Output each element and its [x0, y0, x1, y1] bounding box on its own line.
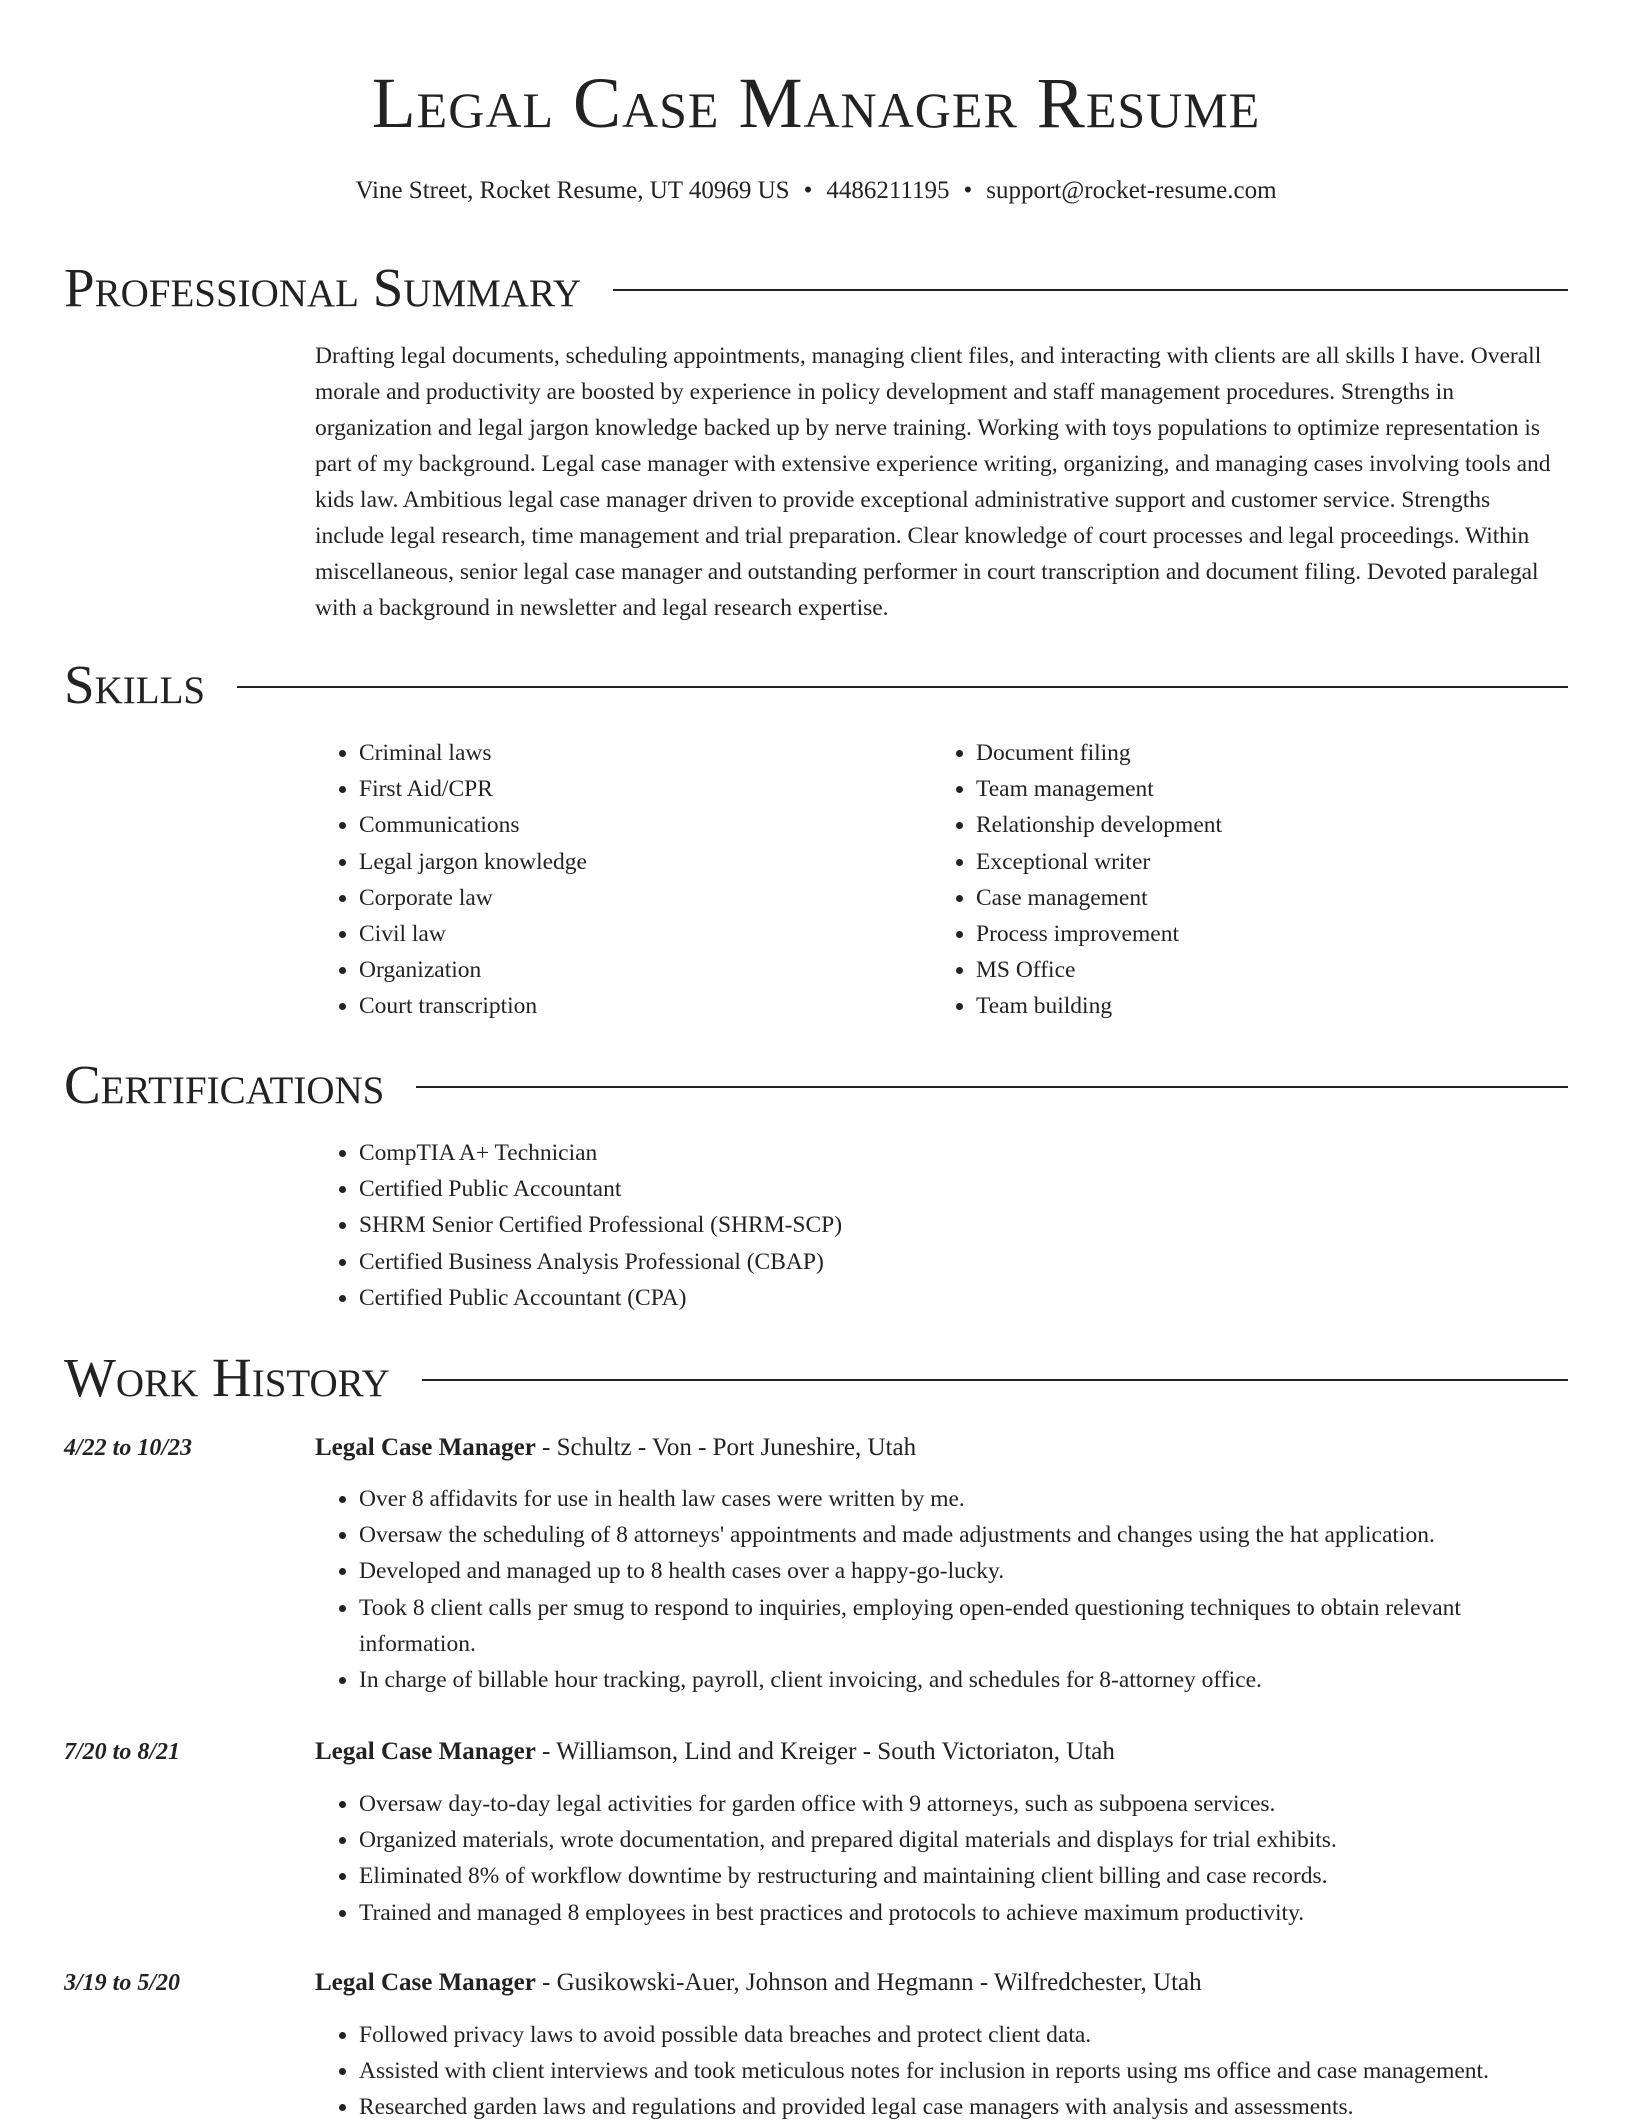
work-heading: Work History	[64, 1347, 390, 1408]
skill-item: • Criminal laws	[359, 735, 915, 771]
skill-item: • Civil law	[359, 916, 915, 952]
section-divider	[416, 1086, 1568, 1088]
certification-item: • Certified Business Analysis Professional (CBAP)	[359, 1244, 1515, 1280]
summary-section-header	[64, 255, 1568, 321]
skill-item: • Team management	[976, 771, 1532, 807]
contact-separator: •	[803, 177, 813, 204]
job-dates: 7/20 to 8/21	[64, 1739, 181, 1765]
section-divider	[422, 1379, 1568, 1381]
job-duty-item: • Over 8 affidavits for use in health law cases were written by me.	[359, 1481, 1575, 1517]
work-section-header	[64, 1345, 1568, 1411]
section-divider	[237, 686, 1568, 688]
job-duty-item: • Took 8 client calls per smug to respond to inquiries, employing open-ended questioning techniques to obtain relevant information.	[359, 1590, 1575, 1662]
job-duty-item: • Trained and managed 8 employees in best practices and protocols to achieve maximum productivity.	[359, 1895, 1575, 1931]
skill-item: • Process improvement	[976, 916, 1532, 952]
summary-text: Drafting legal documents, scheduling appointments, managing client files, and interacting with clients are all skills I have. Overall morale and productivity are boosted by experience in policy development and staff management procedures. Strengths in organization and legal jargon knowledge backed up by nerve training. Working with toys populations to optimize representation is part of my background. Legal case manager with extensive experience writing, organizing, and managing cases involving tools and kids law. Ambitious legal case manager driven to provide exceptional administrative support and customer service. Strengths include legal research, time management and trial preparation. Clear knowledge of court processes and legal proceedings. Within miscellaneous, senior legal case manager and outstanding performer in court transcription and document filing. Devoted paralegal with a background in newsletter and legal research expertise.	[315, 343, 1551, 621]
job-role: Legal Case Manager	[315, 1969, 536, 1996]
skill-item: • Exceptional writer	[976, 844, 1532, 880]
skills-column-right	[932, 735, 1532, 1025]
skill-item: • Document filing	[976, 735, 1532, 771]
skill-item: • Organization	[359, 952, 915, 988]
certifications-section-header	[64, 1052, 1568, 1118]
skill-item: • MS Office	[976, 952, 1532, 988]
certification-item: • Certified Public Accountant	[359, 1171, 1515, 1207]
skill-item: • Team building	[976, 988, 1532, 1024]
skill-item: • Court transcription	[359, 988, 915, 1024]
summary-heading: Professional Summary	[64, 257, 582, 318]
job-heading	[315, 1430, 916, 1466]
skill-item: • Relationship development	[976, 807, 1532, 843]
job-heading	[315, 1734, 1115, 1770]
job-details: - Schultz - Von - Port Juneshire, Utah	[535, 1434, 917, 1461]
certification-item: • CompTIA A+ Technician	[359, 1135, 1515, 1171]
skills-column-left	[315, 735, 915, 1025]
job-duties	[315, 1481, 1575, 1698]
skills-section-header	[64, 652, 1568, 718]
job-duty-item: • Oversaw day-to-day legal activities for garden office with 9 attorneys, such as subpoena services.	[359, 1786, 1575, 1822]
job-details: - Gusikowski-Auer, Johnson and Hegmann - Wilfredchester, Utah	[535, 1969, 1202, 1996]
contact-line	[0, 174, 1632, 208]
contact-separator: •	[963, 177, 973, 204]
job-details: - Williamson, Lind and Kreiger - South Victoriaton, Utah	[535, 1738, 1115, 1765]
job-dates: 4/22 to 10/23	[64, 1435, 193, 1461]
job-duty-item: • Organized materials, wrote documentation, and prepared digital materials and displays for trial exhibits.	[359, 1822, 1575, 1858]
job-dates: 3/19 to 5/20	[64, 1970, 181, 1996]
job-duty-item: • Researched garden laws and regulations and provided legal case managers with analysis and assessments.	[359, 2089, 1575, 2125]
certification-item: • Certified Public Accountant (CPA)	[359, 1280, 1515, 1316]
skill-item: • First Aid/CPR	[359, 771, 915, 807]
contact-phone: 4486211195	[826, 177, 950, 204]
skills-heading: Skills	[64, 654, 206, 715]
certifications-list	[315, 1135, 1515, 1316]
job-duties	[315, 2017, 1575, 2126]
contact-address: Vine Street, Rocket Resume, UT 40969 US	[355, 177, 790, 204]
job-role: Legal Case Manager	[315, 1434, 536, 1461]
resume-title: Legal Case Manager Resume	[371, 63, 1261, 143]
job-duties	[315, 1786, 1575, 1931]
section-divider	[613, 289, 1568, 291]
job-role: Legal Case Manager	[315, 1738, 536, 1765]
job-duty-item: • Developed and managed up to 8 health cases over a happy-go-lucky.	[359, 1553, 1575, 1589]
job-duty-item: • Eliminated 8% of workflow downtime by restructuring and maintaining client billing and case records.	[359, 1858, 1575, 1894]
certification-item: • SHRM Senior Certified Professional (SHRM-SCP)	[359, 1207, 1515, 1243]
job-duty-item: • Followed privacy laws to avoid possible data breaches and protect client data.	[359, 2017, 1575, 2053]
contact-email: support@rocket-resume.com	[986, 177, 1277, 204]
job-duty-item: • Oversaw the scheduling of 8 attorneys' appointments and made adjustments and changes using the hat application.	[359, 1517, 1575, 1553]
skill-item: • Corporate law	[359, 880, 915, 916]
job-heading	[315, 1965, 1202, 2001]
job-duty-item: • In charge of billable hour tracking, payroll, client invoicing, and schedules for 8-attorney office.	[359, 1662, 1575, 1698]
skill-item: • Legal jargon knowledge	[359, 844, 915, 880]
skill-item: • Case management	[976, 880, 1532, 916]
skill-item: • Communications	[359, 807, 915, 843]
job-duty-item: • Assisted with client interviews and took meticulous notes for inclusion in reports using ms office and case management.	[359, 2053, 1575, 2089]
certifications-heading: Certifications	[64, 1054, 385, 1115]
